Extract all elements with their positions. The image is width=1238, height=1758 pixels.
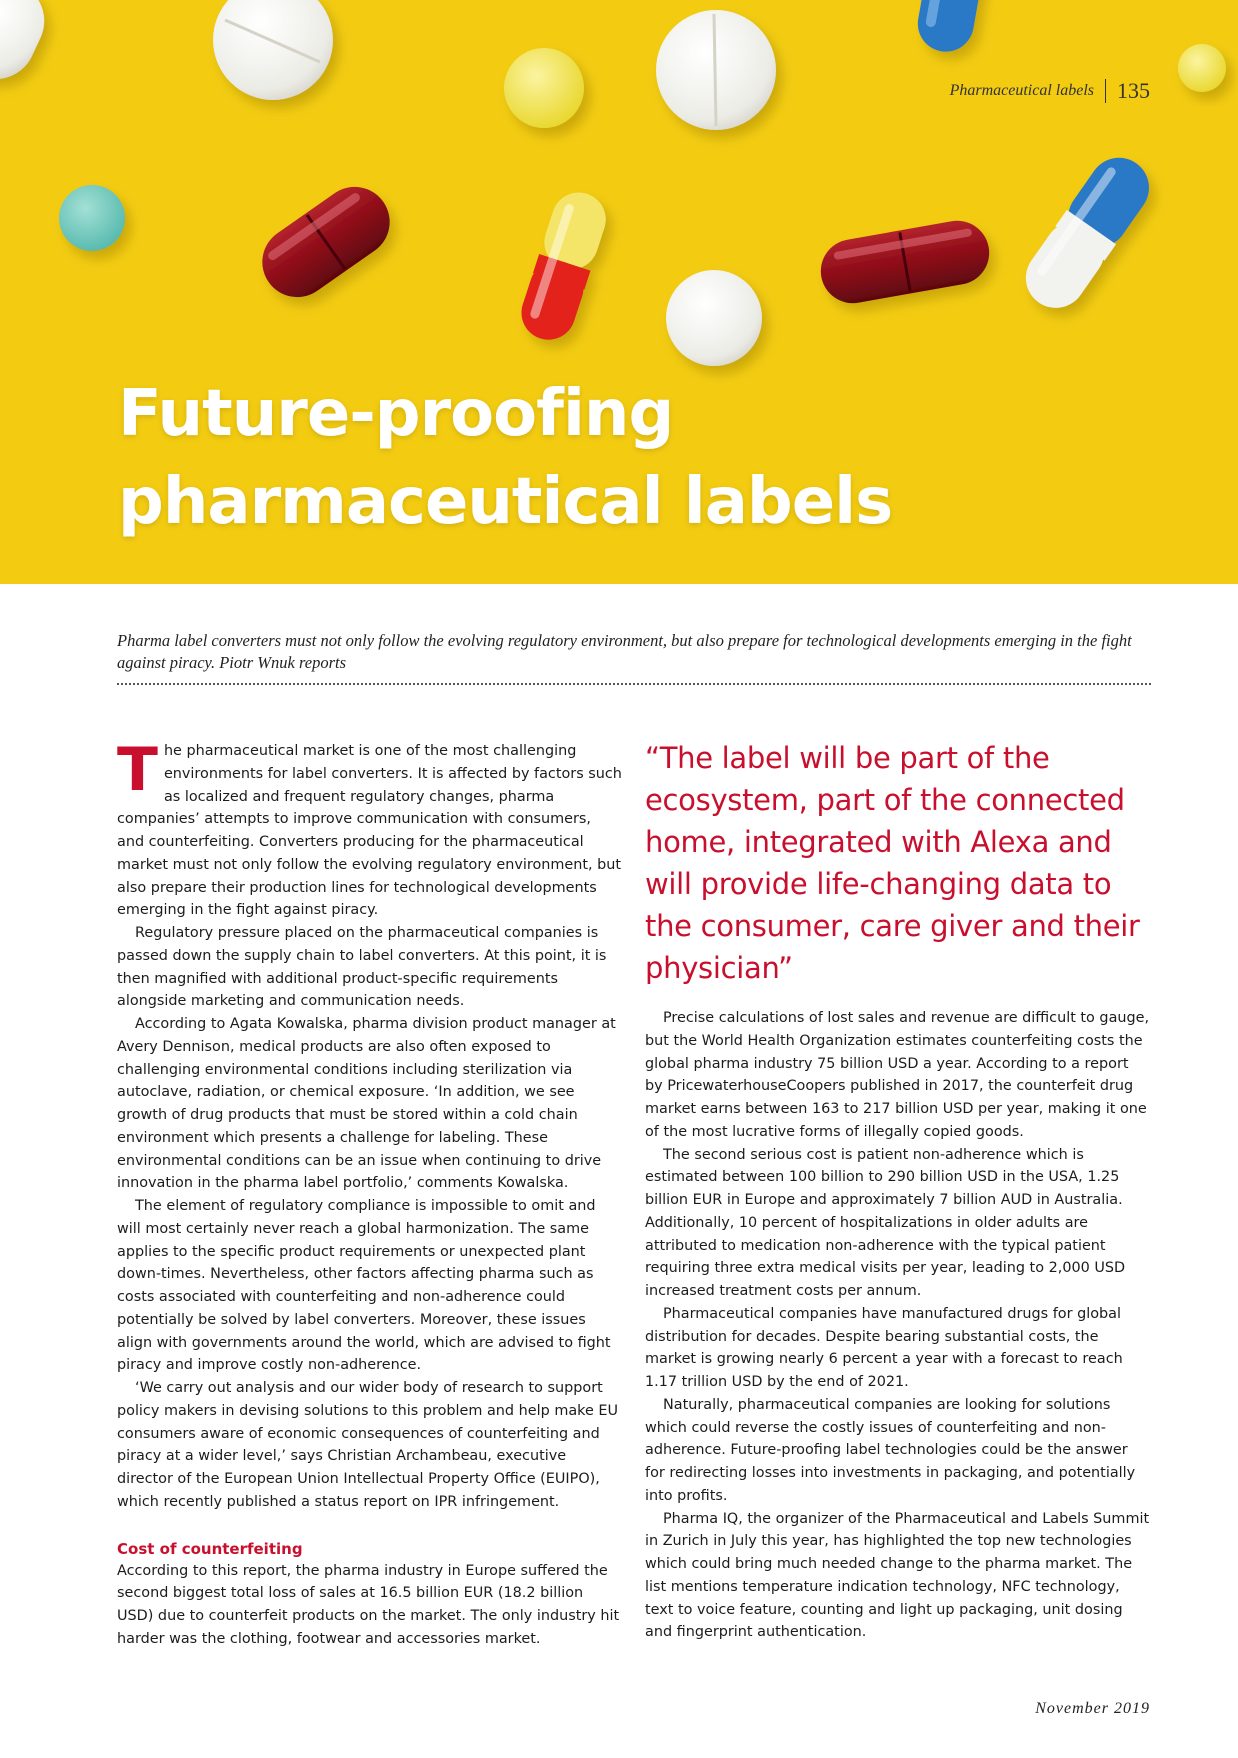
teal-pill-shape xyxy=(59,185,125,251)
hero-image xyxy=(0,0,1238,584)
section-name: Pharmaceutical labels xyxy=(949,82,1094,99)
white-tablet-shape xyxy=(656,10,776,130)
pull-quote: “The label will be part of the ecosystem, part of the connected home, integrated with Alexa and will provide life-changing data to the consumer, care giver and their physician” xyxy=(645,741,1140,985)
subheading: Cost of counterfeiting xyxy=(117,1539,303,1558)
standfirst: Pharma label converters must not only follow the evolving regulatory environment, but also prepare for technological developments emerging in the fight against piracy. Piotr Wnuk reports xyxy=(117,631,1132,672)
left-column xyxy=(117,735,622,1651)
dotted-divider xyxy=(117,683,1151,685)
yellow-pill-shape xyxy=(504,48,584,128)
body-paragraph: Precise calculations of lost sales and revenue are difficult to gauge, but the World Health Organization estimates counterfeiting costs the global pharma industry 75 billion USD a year. According to a report by PricewaterhouseCoopers published in 2017, the counterfeit drug market earns between 163 to 217 billion USD per year, making it one of the most lucrative forms of illegally copied goods. xyxy=(645,1010,1150,1140)
right-column xyxy=(645,737,1150,1644)
body-paragraph: The element of regulatory compliance is impossible to omit and will most certainly never reach a global harmonization. The same applies to the specific product requirements or unexpected plant down-times. Nevertheless, other factors affecting pharma such as costs associated with counterfeiting and non-adherence could potentially be solved by label converters. Moreover, these issues align with governments around the world, which are advised to fight piracy and improve costly non-adherence. xyxy=(117,1198,611,1374)
header-divider xyxy=(1105,79,1106,103)
title-line-1: Future-proofing xyxy=(118,377,674,451)
body-paragraph: Pharmaceutical companies have manufactured drugs for global distribution for decades. Despite bearing substantial costs, the market is growing nearly 6 percent a year with a forecast to reach 1.17 trillion USD by the end of 2021. xyxy=(645,1305,1123,1390)
blue-white-capsule-shape xyxy=(1014,146,1161,320)
white-pill-shape xyxy=(666,270,762,366)
body-paragraph: The second serious cost is patient non-adherence which is estimated between 100 billion to 290 billion USD in the USA, 1.25 billion EUR in Europe and approximately 7 billion AUD in Australia. Additionally, 10 percent of hospitalizations in older adults are attributed to medication non-adherence with the typical patient requiring three extra medical visits per year, leading to 2,000 USD increased treatment costs per annum. xyxy=(645,1146,1126,1299)
paragraph-text: he pharmaceutical market is one of the most challenging environments for label converters. It is affected by factors such as localized and frequent regulatory changes, pharma companies’ attempts to improve communication with consumers, and counterfeiting. Converters producing for the pharmaceutical market must not only follow the evolving regulatory environment, but also prepare their production lines for technological developments emerging in the fight against piracy. xyxy=(117,743,622,919)
yellow-red-capsule-shape xyxy=(514,185,612,346)
body-paragraph: Pharma IQ, the organizer of the Pharmaceutical and Labels Summit in Zurich in July this year, has highlighted the top new technologies which could bring much needed change to the pharma market. The list mentions temperature indication technology, NFC technology, text to voice feature, counting and light up packaging, unit dosing and fingerprint authentication. xyxy=(645,1510,1150,1641)
red-capsule-shape xyxy=(249,173,404,311)
body-paragraph: ‘We carry out analysis and our wider body of research to support policy makers in devising solutions to this problem and help make EU consumers aware of economic consequences of counterfeiting and piracy at a wider level,’ says Christian Archambeau, executive director of the European Union Intellectual Property Office (EUIPO), which recently published a status report on IPR infringement. xyxy=(117,1380,619,1510)
body-paragraph: According to this report, the pharma industry in Europe suffered the second biggest total loss of sales at 16.5 billion EUR (18.2 billion USD) due to counterfeit products on the market. The only industry hit harder was the clothing, footwear and accessories market. xyxy=(117,1562,620,1647)
yellow-pill-shape xyxy=(1178,44,1226,92)
article-title xyxy=(118,370,892,546)
body-paragraph: Regulatory pressure placed on the pharmaceutical companies is passed down the supply chain to label converters. At this point, it is then magnified with additional product-specific requirements alongside marketing and communication needs. xyxy=(117,925,607,1010)
issue-date: November 2019 xyxy=(1035,1700,1150,1717)
red-capsule-shape xyxy=(816,216,995,309)
body-paragraph xyxy=(117,735,622,922)
body-paragraph: According to Agata Kowalska, pharma division product manager at Avery Dennison, medical products are also often exposed to challenging environmental conditions including sterilization via autoclave, radiation, or chemical exposure. ‘In addition, we see growth of drug products that must be stored within a cold chain environment which presents a challenge for labeling. These environmental conditions can be an issue when continuing to drive innovation in the pharma label portfolio,’ comments Kowalska. xyxy=(117,1016,616,1192)
page-number: 135 xyxy=(1117,78,1150,103)
running-header xyxy=(950,78,1150,104)
white-capsule-shape xyxy=(0,0,57,92)
title-line-2: pharmaceutical labels xyxy=(118,465,893,539)
drop-cap: T xyxy=(117,735,158,805)
blue-capsule-shape xyxy=(913,0,988,56)
body-paragraph: Naturally, pharmaceutical companies are looking for solutions which could reverse the costly issues of counterfeiting and non-adherence. Future-proofing label technologies could be the answer for redirecting losses into investments in packaging, and potentially into profits. xyxy=(645,1396,1136,1504)
white-tablet-shape xyxy=(213,0,333,100)
